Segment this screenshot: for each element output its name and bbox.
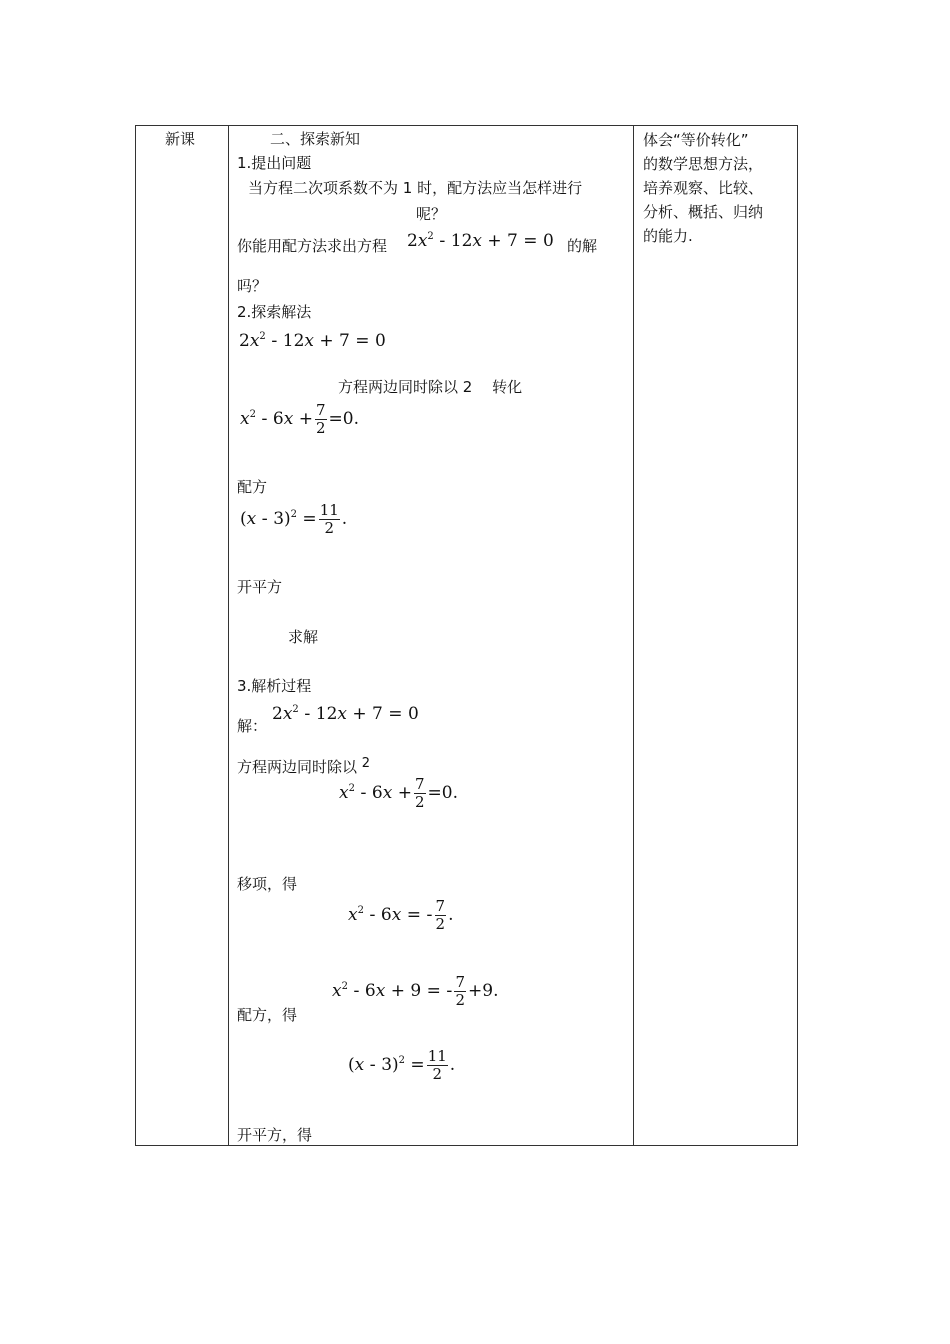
question-text-line1: 当方程二次项系数不为 1 时，配方法应当怎样进行 — [248, 179, 583, 197]
subheading-explore-method: 2.探索解法 — [237, 303, 312, 321]
step-complete-square: 配方 — [237, 478, 268, 496]
section-heading: 二、探索新知 — [270, 130, 361, 148]
teaching-goal-note — [643, 128, 788, 248]
step-take-root: 开平方 — [237, 578, 283, 596]
goal-line: 体会“等价转化” — [643, 131, 749, 149]
section-label: 新课 — [165, 130, 196, 148]
column-divider — [633, 126, 634, 1145]
step-move-terms: 移项，得 — [237, 875, 298, 893]
question-ask-end: 吗？ — [237, 277, 268, 295]
equation-squared-solution: (x - 3)$^2$ = $\frac{11}{2}$ . — [348, 1047, 456, 1083]
subheading-solution-process: 3.解析过程 — [237, 677, 312, 695]
subheading-raise-question: 1.提出问题 — [237, 154, 312, 172]
column-divider — [228, 126, 229, 1145]
step-note-divide: 方程两边同时除以 2 转化 — [338, 378, 523, 396]
equation-moved: $x^2 - 6x$ = - $\frac{7}{2}$ . — [348, 897, 454, 933]
goal-line: 分析、概括、归纳 — [643, 203, 764, 221]
fraction-11-over-2: $\frac{11}{2}$ — [427, 1047, 447, 1083]
equation-completed: $x^2 - 6x + 9$ = - $\frac{7}{2}$ +9. — [332, 973, 499, 1009]
question-ask-suffix: 的解 — [567, 237, 598, 255]
question-ask-prefix: 你能用配方法求出方程 — [237, 237, 388, 255]
fraction-7-over-2: $\frac{7}{2}$ — [435, 897, 446, 933]
equation-original-explore: $2x^2 - 12x + 7 = 0$ — [239, 331, 386, 351]
fraction-7-over-2: $\frac{7}{2}$ — [415, 775, 425, 811]
equation-divided-solution: $x^2 - 6x$ + $\frac{7}{2}$ =0. — [339, 775, 459, 811]
equation-original-solution: $2x^2 - 12x + 7 = 0$ — [272, 704, 419, 724]
equation-squared: (x - 3)$^2$ = $\frac{11}{2}$ . — [240, 501, 348, 537]
fraction-7-over-2: $\frac{7}{2}$ — [455, 973, 465, 1009]
goal-line: 的能力. — [643, 227, 693, 245]
fraction-11-over-2: $\frac{11}{2}$ — [319, 501, 339, 537]
fraction-7-over-2: $\frac{7}{2}$ — [316, 401, 326, 437]
goal-line: 的数学思想方法， — [643, 155, 764, 173]
equation-original: $2x^2 - 12x + 7 = 0$ — [407, 231, 554, 251]
step-solve: 求解 — [288, 628, 319, 646]
solution-label: 解： — [237, 717, 268, 735]
goal-line: 培养观察、比较、 — [643, 179, 764, 197]
step-take-root-solution: 开平方，得 — [237, 1126, 313, 1144]
question-text-line2: 呢？ — [416, 205, 447, 223]
equation-divided: $x^2 - 6x$ + $\frac{7}{2}$ =0. — [240, 401, 360, 437]
step-complete-square-solution: 配方，得 — [237, 1006, 298, 1024]
step-divide-text: 方程两边同时除以 $^2$ — [237, 756, 371, 776]
